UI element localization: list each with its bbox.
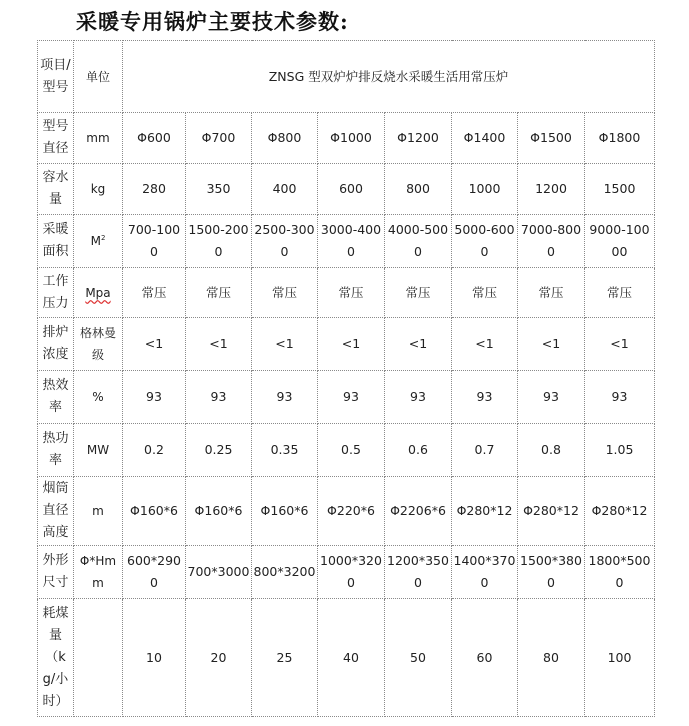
value-cell: 常压	[123, 268, 186, 318]
value-cell: Φ1000	[318, 113, 385, 164]
value-cell: Φ1500	[518, 113, 585, 164]
value-cell: 0.6	[385, 424, 452, 477]
header-row	[38, 41, 655, 113]
value-cell: 600	[318, 164, 385, 215]
table-row	[38, 164, 655, 215]
table-row	[38, 318, 655, 371]
row-label-cell: 外形尺寸	[38, 546, 74, 599]
unit-text: Φ*Hmm	[79, 554, 117, 590]
value-cell: 常压	[186, 268, 252, 318]
unit-text: %	[92, 390, 104, 404]
value-cell: 0.5	[318, 424, 385, 477]
value-cell: Φ280*12	[585, 477, 655, 546]
table-row	[38, 477, 655, 546]
value-cell: 93	[123, 371, 186, 424]
row-label-cell: 热功率	[38, 424, 74, 477]
row-label-cell: 采暖面积	[38, 215, 74, 268]
page-title: 采暖专用锅炉主要技术参数:	[76, 9, 349, 34]
value-cell: 800	[385, 164, 452, 215]
value-cell: 700-1000	[123, 215, 186, 268]
value-cell: 600*2900	[123, 546, 186, 599]
row-label-cell: 工作压力	[38, 268, 74, 318]
value-cell: 400	[252, 164, 318, 215]
value-cell: <1	[123, 318, 186, 371]
value-cell: Φ800	[252, 113, 318, 164]
table-row	[38, 546, 655, 599]
value-cell: 93	[186, 371, 252, 424]
value-cell: 4000-5000	[385, 215, 452, 268]
value-cell: 0.7	[452, 424, 518, 477]
value-cell: 5000-6000	[452, 215, 518, 268]
unit-cell	[74, 215, 123, 268]
unit-text: m	[92, 504, 104, 518]
value-cell: 93	[585, 371, 655, 424]
unit-superscript: 2	[100, 234, 106, 242]
value-cell: Φ1800	[585, 113, 655, 164]
table-row	[38, 599, 655, 717]
value-cell: 7000-8000	[518, 215, 585, 268]
row-label-cell: 容水量	[38, 164, 74, 215]
value-cell: 20	[186, 599, 252, 717]
value-cell: 1500-2000	[186, 215, 252, 268]
value-cell: 9000-10000	[585, 215, 655, 268]
value-cell: 常压	[518, 268, 585, 318]
value-cell: <1	[186, 318, 252, 371]
value-cell: 1000*3200	[318, 546, 385, 599]
value-cell: 0.2	[123, 424, 186, 477]
table-row	[38, 424, 655, 477]
value-cell: 280	[123, 164, 186, 215]
unit-cell	[74, 477, 123, 546]
value-cell: Φ280*12	[518, 477, 585, 546]
value-cell: Φ160*6	[252, 477, 318, 546]
value-cell: 1200	[518, 164, 585, 215]
unit-text: M	[90, 234, 101, 248]
value-cell: <1	[518, 318, 585, 371]
row-label-cell: 烟筒直径高度	[38, 477, 74, 546]
table-row	[38, 268, 655, 318]
value-cell: Φ280*12	[452, 477, 518, 546]
row-label-cell: 型号直径	[38, 113, 74, 164]
value-cell: 常压	[252, 268, 318, 318]
value-cell: 93	[518, 371, 585, 424]
table-row	[38, 371, 655, 424]
unit-text: 格林曼级	[79, 326, 116, 362]
value-cell: <1	[585, 318, 655, 371]
value-cell: 1000	[452, 164, 518, 215]
value-cell: 0.35	[252, 424, 318, 477]
value-cell: 3000-4000	[318, 215, 385, 268]
value-cell: Φ2206*6	[385, 477, 452, 546]
unit-cell	[74, 424, 123, 477]
value-cell: 常压	[318, 268, 385, 318]
row-label-cell: 热效率	[38, 371, 74, 424]
unit-cell	[74, 371, 123, 424]
value-cell: 93	[385, 371, 452, 424]
value-cell: Φ700	[186, 113, 252, 164]
unit-text: kg	[90, 182, 106, 196]
value-cell: 1500	[585, 164, 655, 215]
value-cell: 1200*3500	[385, 546, 452, 599]
value-cell: Φ160*6	[123, 477, 186, 546]
unit-cell	[74, 113, 123, 164]
unit-cell	[74, 164, 123, 215]
value-cell: 40	[318, 599, 385, 717]
unit-text: mm	[86, 131, 110, 145]
value-cell: 100	[585, 599, 655, 717]
unit-cell	[74, 546, 123, 599]
value-cell: 60	[452, 599, 518, 717]
value-cell: 1500*3800	[518, 546, 585, 599]
row-label-cell: 排炉浓度	[38, 318, 74, 371]
value-cell: Φ1200	[385, 113, 452, 164]
value-cell: 常压	[385, 268, 452, 318]
value-cell: <1	[252, 318, 318, 371]
value-cell: 1800*5000	[585, 546, 655, 599]
value-cell: 25	[252, 599, 318, 717]
value-cell: Φ600	[123, 113, 186, 164]
value-cell: Φ220*6	[318, 477, 385, 546]
spec-table	[37, 40, 655, 717]
value-cell: Φ160*6	[186, 477, 252, 546]
unit-cell	[74, 318, 123, 371]
value-cell: 800*3200	[252, 546, 318, 599]
unit-cell	[74, 599, 123, 717]
value-cell: 10	[123, 599, 186, 717]
value-cell: 80	[518, 599, 585, 717]
row-label-cell: 耗煤量（kg/小时）	[38, 599, 74, 717]
value-cell: <1	[318, 318, 385, 371]
value-cell: 93	[318, 371, 385, 424]
value-cell: 常压	[452, 268, 518, 318]
value-cell: 93	[452, 371, 518, 424]
value-cell: 1400*3700	[452, 546, 518, 599]
value-cell: <1	[452, 318, 518, 371]
unit-header-cell: 单位	[74, 41, 123, 113]
model-header-cell: ZNSG 型双炉炉排反烧水采暖生活用常压炉	[123, 41, 655, 113]
unit-cell	[74, 268, 123, 318]
value-cell: 93	[252, 371, 318, 424]
value-cell: 0.25	[186, 424, 252, 477]
value-cell: <1	[385, 318, 452, 371]
unit-text: Mpa	[85, 285, 111, 300]
value-cell: Φ1400	[452, 113, 518, 164]
unit-text: MW	[86, 443, 110, 457]
value-cell: 50	[385, 599, 452, 717]
value-cell: 常压	[585, 268, 655, 318]
table-row	[38, 215, 655, 268]
table-row	[38, 113, 655, 164]
value-cell: 350	[186, 164, 252, 215]
value-cell: 0.8	[518, 424, 585, 477]
value-cell: 1.05	[585, 424, 655, 477]
value-cell: 2500-3000	[252, 215, 318, 268]
value-cell: 700*3000	[186, 546, 252, 599]
item-header-cell: 项目/型号	[38, 41, 74, 113]
